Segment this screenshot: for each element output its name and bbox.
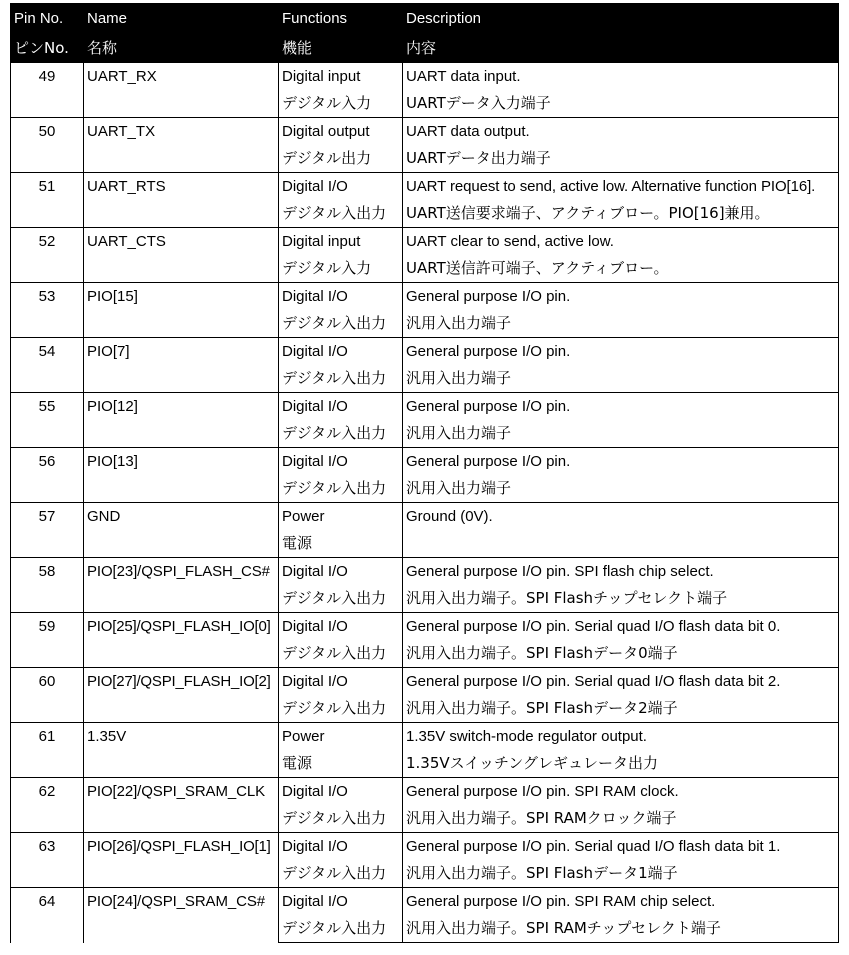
function-jp: デジタル入出力 [279,475,403,503]
description-en: UART clear to send, active low. [403,228,839,256]
function-en: Power [279,503,403,531]
pin-name: PIO[24]/QSPI_SRAM_CS# [84,888,279,943]
description-jp: 汎用入出力端子 [403,420,839,448]
description-en: UART request to send, active low. Alternative function PIO[16]. [403,173,839,201]
table-row [11,338,839,366]
pin-name: 1.35V [84,723,279,778]
pin-number: 60 [11,668,84,723]
function-jp: デジタル入出力 [279,640,403,668]
pin-name: PIO[7] [84,338,279,393]
description-jp: 汎用入出力端子。SPI Flashデータ2端子 [403,695,839,723]
table-row [11,393,839,421]
function-en: Digital I/O [279,888,403,916]
pin-name: PIO[12] [84,393,279,448]
pin-number: 64 [11,888,84,943]
description-en: General purpose I/O pin. [403,448,839,476]
table-row [11,448,839,476]
function-jp: デジタル入出力 [279,420,403,448]
pin-name: PIO[27]/QSPI_FLASH_IO[2] [84,668,279,723]
function-en: Digital I/O [279,558,403,586]
table-header [11,4,839,63]
pin-number: 62 [11,778,84,833]
table-row [11,668,839,696]
pin-number: 53 [11,283,84,338]
description-en: Ground (0V). [403,503,839,531]
description-jp: 汎用入出力端子 [403,475,839,503]
pin-name: PIO[23]/QSPI_FLASH_CS# [84,558,279,613]
pin-number: 59 [11,613,84,668]
header-row-en [11,4,839,35]
description-jp: UART送信許可端子、アクティブロー。 [403,255,839,283]
table-row [11,63,839,91]
table-body [11,63,839,943]
table-row [11,888,839,916]
pin-name: PIO[22]/QSPI_SRAM_CLK [84,778,279,833]
pin-name: PIO[25]/QSPI_FLASH_IO[0] [84,613,279,668]
table-row [11,833,839,861]
description-en: UART data input. [403,63,839,91]
function-en: Digital I/O [279,338,403,366]
function-jp: デジタル入出力 [279,200,403,228]
description-en: General purpose I/O pin. [403,393,839,421]
pin-name: PIO[26]/QSPI_FLASH_IO[1] [84,833,279,888]
description-en: General purpose I/O pin. [403,338,839,366]
function-en: Digital output [279,118,403,146]
function-en: Digital I/O [279,173,403,201]
pin-number: 49 [11,63,84,118]
header-name-jp: 名称 [84,35,279,63]
header-functions-jp: 機能 [279,35,403,63]
pin-number: 58 [11,558,84,613]
description-jp: 汎用入出力端子。SPI RAMクロック端子 [403,805,839,833]
pin-number: 63 [11,833,84,888]
pin-number: 61 [11,723,84,778]
header-functions: Functions [279,4,403,35]
description-en: General purpose I/O pin. Serial quad I/O flash data bit 2. [403,668,839,696]
function-jp: デジタル入出力 [279,805,403,833]
function-jp: デジタル入力 [279,90,403,118]
pin-name: PIO[13] [84,448,279,503]
pin-number: 52 [11,228,84,283]
pin-name: UART_RX [84,63,279,118]
table-row [11,723,839,751]
pin-name: UART_RTS [84,173,279,228]
function-en: Power [279,723,403,751]
description-jp: 汎用入出力端子。SPI Flashチップセレクト端子 [403,585,839,613]
table-row [11,503,839,531]
function-jp: デジタル入出力 [279,915,403,943]
description-jp: 1.35Vスイッチングレギュレータ出力 [403,750,839,778]
function-en: Digital I/O [279,668,403,696]
function-en: Digital I/O [279,448,403,476]
table-row [11,228,839,256]
description-jp: 汎用入出力端子 [403,365,839,393]
description-jp: UARTデータ出力端子 [403,145,839,173]
table-row [11,118,839,146]
function-en: Digital I/O [279,778,403,806]
pin-name: UART_CTS [84,228,279,283]
table-row [11,558,839,586]
table-row [11,283,839,311]
table-row [11,778,839,806]
function-jp: 電源 [279,750,403,778]
header-pin-no-jp: ピンNo. [11,35,84,63]
description-en: 1.35V switch-mode regulator output. [403,723,839,751]
pin-name: PIO[15] [84,283,279,338]
pin-number: 51 [11,173,84,228]
function-jp: デジタル入出力 [279,695,403,723]
description-jp: UARTデータ入力端子 [403,90,839,118]
function-en: Digital I/O [279,283,403,311]
function-en: Digital I/O [279,393,403,421]
description-en: General purpose I/O pin. Serial quad I/O flash data bit 0. [403,613,839,641]
pin-name: UART_TX [84,118,279,173]
description-en: General purpose I/O pin. SPI RAM chip select. [403,888,839,916]
function-jp: デジタル入出力 [279,365,403,393]
pin-table [10,3,839,943]
header-description-jp: 内容 [403,35,839,63]
pin-number: 50 [11,118,84,173]
description-jp: 汎用入出力端子。SPI Flashデータ0端子 [403,640,839,668]
function-jp: デジタル入出力 [279,310,403,338]
function-jp: デジタル出力 [279,145,403,173]
function-en: Digital input [279,228,403,256]
function-jp: デジタル入出力 [279,585,403,613]
description-jp: 汎用入出力端子。SPI RAMチップセレクト端子 [403,915,839,943]
description-en: General purpose I/O pin. Serial quad I/O flash data bit 1. [403,833,839,861]
description-jp: 汎用入出力端子 [403,310,839,338]
description-jp: UART送信要求端子、アクティブロー。PIO[16]兼用。 [403,200,839,228]
description-jp [403,530,839,558]
description-en: General purpose I/O pin. SPI flash chip select. [403,558,839,586]
function-en: Digital I/O [279,613,403,641]
function-jp: デジタル入力 [279,255,403,283]
pin-number: 55 [11,393,84,448]
header-description: Description [403,4,839,35]
function-jp: デジタル入出力 [279,860,403,888]
function-en: Digital input [279,63,403,91]
description-en: General purpose I/O pin. [403,283,839,311]
function-en: Digital I/O [279,833,403,861]
function-jp: 電源 [279,530,403,558]
pin-number: 57 [11,503,84,558]
header-row-jp [11,35,839,63]
header-name: Name [84,4,279,35]
pin-number: 56 [11,448,84,503]
header-pin-no: Pin No. [11,4,84,35]
pin-name: GND [84,503,279,558]
pin-number: 54 [11,338,84,393]
table-row [11,173,839,201]
table-row [11,613,839,641]
description-en: General purpose I/O pin. SPI RAM clock. [403,778,839,806]
description-jp: 汎用入出力端子。SPI Flashデータ1端子 [403,860,839,888]
description-en: UART data output. [403,118,839,146]
